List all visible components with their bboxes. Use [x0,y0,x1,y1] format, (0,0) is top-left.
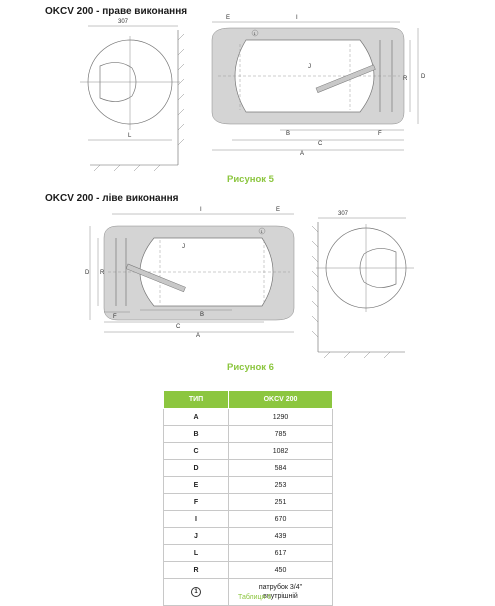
row-value: 584 [229,460,333,477]
table-row [164,426,333,443]
dimensions-table [163,390,333,606]
row-key: B [164,426,229,443]
side-dim-left: 307 [338,211,349,217]
table-row [164,477,333,494]
section-view-left [85,207,294,339]
row-key: L [164,545,229,562]
dim-label-r-left: R [100,270,105,276]
dim-label-i-right: I [296,15,298,21]
dim-label-d-right: D [421,74,426,80]
dim-label-c-right: C [318,141,323,147]
dim-label-a-right: A [300,151,305,157]
table-row [164,409,333,426]
dim-label-f-right: F [378,131,382,137]
table-header-row [164,391,333,409]
table-caption-truncated: Таблиця 6 [238,594,272,601]
dim-label-a-left: A [196,333,201,339]
note-line-1: патрубок 3/4" [258,584,303,591]
row-key: D [164,460,229,477]
row-value: 1290 [229,409,333,426]
figure-5-caption: Рисунок 5 [227,174,274,185]
row-key: F [164,494,229,511]
dim-label-l-right: L [128,133,132,139]
table-row [164,494,333,511]
section-left-title: OKCV 200 - ліве виконання [45,193,179,204]
section-right-title: OKCV 200 - праве виконання [45,6,188,17]
port-marker-left: 1 [260,229,263,234]
table-row [164,460,333,477]
port-marker-right: 1 [253,31,256,36]
row-value: 785 [229,426,333,443]
table-row [164,511,333,528]
header-model: OKCV 200 [229,391,333,409]
table-row-note [164,579,333,606]
figure-left-drawing [0,200,495,370]
row-key: E [164,477,229,494]
dim-label-e-right: E [226,15,231,21]
row-value: 1082 [229,443,333,460]
row-value: 450 [229,562,333,579]
header-type: ТИП [164,391,229,409]
dim-label-r-right: R [403,76,408,82]
row-key: J [164,528,229,545]
table-row [164,562,333,579]
row-value: 617 [229,545,333,562]
figure-right-drawing [0,0,495,190]
table-row [164,443,333,460]
dim-label-f-left: F [113,314,117,320]
figure-6-caption: Рисунок 6 [227,362,274,373]
section-view-right [212,15,426,157]
note-value [229,579,333,606]
dim-label-j-right: J [308,64,311,70]
note-key [164,579,229,606]
row-value: 439 [229,528,333,545]
dim-label-c-left: C [176,324,181,330]
side-dim-right: 307 [118,19,129,25]
port-symbol-icon: 1 [191,587,201,597]
end-view-left [312,211,414,358]
end-view-right [80,19,184,171]
row-key: I [164,511,229,528]
dim-label-b-left: B [200,312,205,318]
table-row [164,528,333,545]
row-value: 670 [229,511,333,528]
dim-label-b-right: B [286,131,291,137]
table-row [164,545,333,562]
row-key: R [164,562,229,579]
dim-label-j-left: J [182,244,185,250]
note-line-2: внутрішній [263,593,298,600]
row-key: C [164,443,229,460]
row-value: 253 [229,477,333,494]
dim-label-d-left: D [85,270,90,276]
dim-label-i-left: I [200,207,202,213]
row-key: A [164,409,229,426]
row-value: 251 [229,494,333,511]
dim-label-e-left: E [276,207,281,213]
